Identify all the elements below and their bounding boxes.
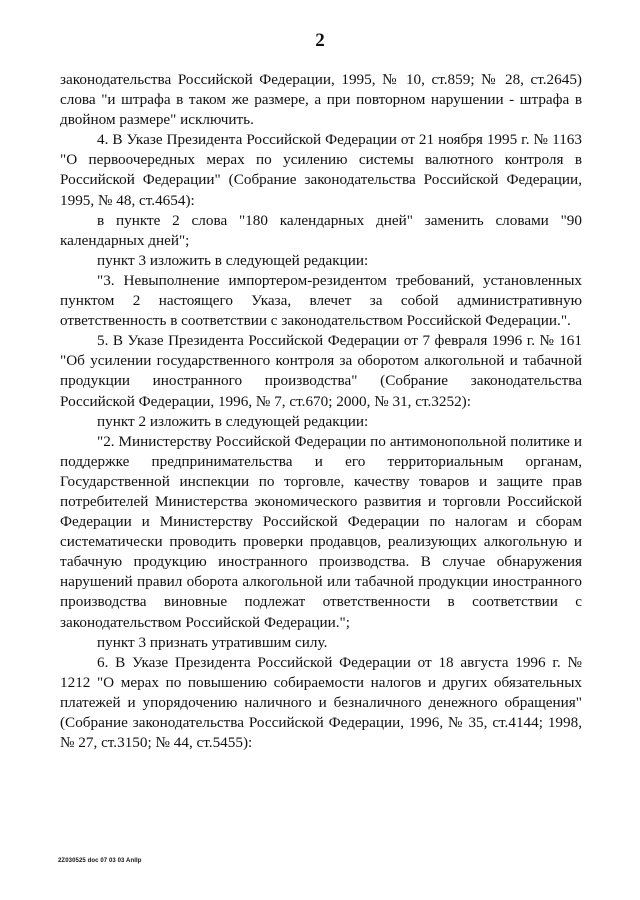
paragraph-7: пункт 2 изложить в следующей редакции: (97, 412, 369, 430)
paragraph-9: пункт 3 признать утратившим силу. (97, 633, 328, 651)
paragraph-4: пункт 3 изложить в следующей редакции: (97, 251, 369, 269)
footer-code: 2Z030525 doc 07 03 03 AnlIp (58, 858, 142, 864)
document-body (60, 70, 582, 753)
paragraph-6: 5. В Указе Президента Российской Федерации от 7 февраля 1996 г. № 161 "Об усилении государственного контроля за оборотом алкогольной и табачной продукции иностранного производства" (Собрание законодательства Российской Федерации, 1996, № 7, ст.670; 2000, № 31, ст.3252): (60, 332, 582, 410)
paragraph-8: "2. Министерству Российской Федерации по антимонопольной политике и поддержке предпринимательства и его территориальным органам, Государственной инспекции по торговле, качеству товаров и защите прав потребителей Министерства экономического развития и торговли Российской Федерации и Министерству Российской Федерации по налогам и сборам систематически проводить проверки продавцов, реализующих алкогольную и табачную продукцию иностранного производства. В случае обнаружения нарушений правил оборота алкогольной или табачной продукции иностранного производства виновные подлежат ответственности в соответствии с законодательством Российской Федерации."; (60, 432, 582, 631)
paragraph-10: 6. В Указе Президента Российской Федерации от 18 августа 1996 г. № 1212 "О мерах по повышению собираемости налогов и других обязательных платежей и упорядочению наличного и безналичного денежного обращения" (Собрание законодательства Российской Федерации, 1996, № 35, ст.4144; 1998, № 27, ст.3150; № 44, ст.5455): (60, 653, 582, 752)
page-number: 2 (315, 30, 325, 51)
paragraph-5: "3. Невыполнение импортером-резидентом требований, установленных пунктом 2 настоящего Указа, влечет за собой административную ответственность в соответствии с законодательством Российской Федерации.". (60, 271, 582, 330)
paragraph-3: в пункте 2 слова "180 календарных дней" заменить словами "90 календарных дней"; (60, 211, 582, 249)
paragraph-1: законодательства Российской Федерации, 1995, № 10, ст.859; № 28, ст.2645) слова "и штрафа в таком же размере, а при повторном нарушении - штрафа в двойном размере" исключить. (60, 71, 582, 129)
paragraph-2: 4. В Указе Президента Российской Федерации от 21 ноября 1995 г. № 1163 "О первоочередных мерах по усилению системы валютного контроля в Российской Федерации" (Собрание законодательства Российской Федерации, 1995, № 48, ст.4654): (60, 131, 582, 209)
